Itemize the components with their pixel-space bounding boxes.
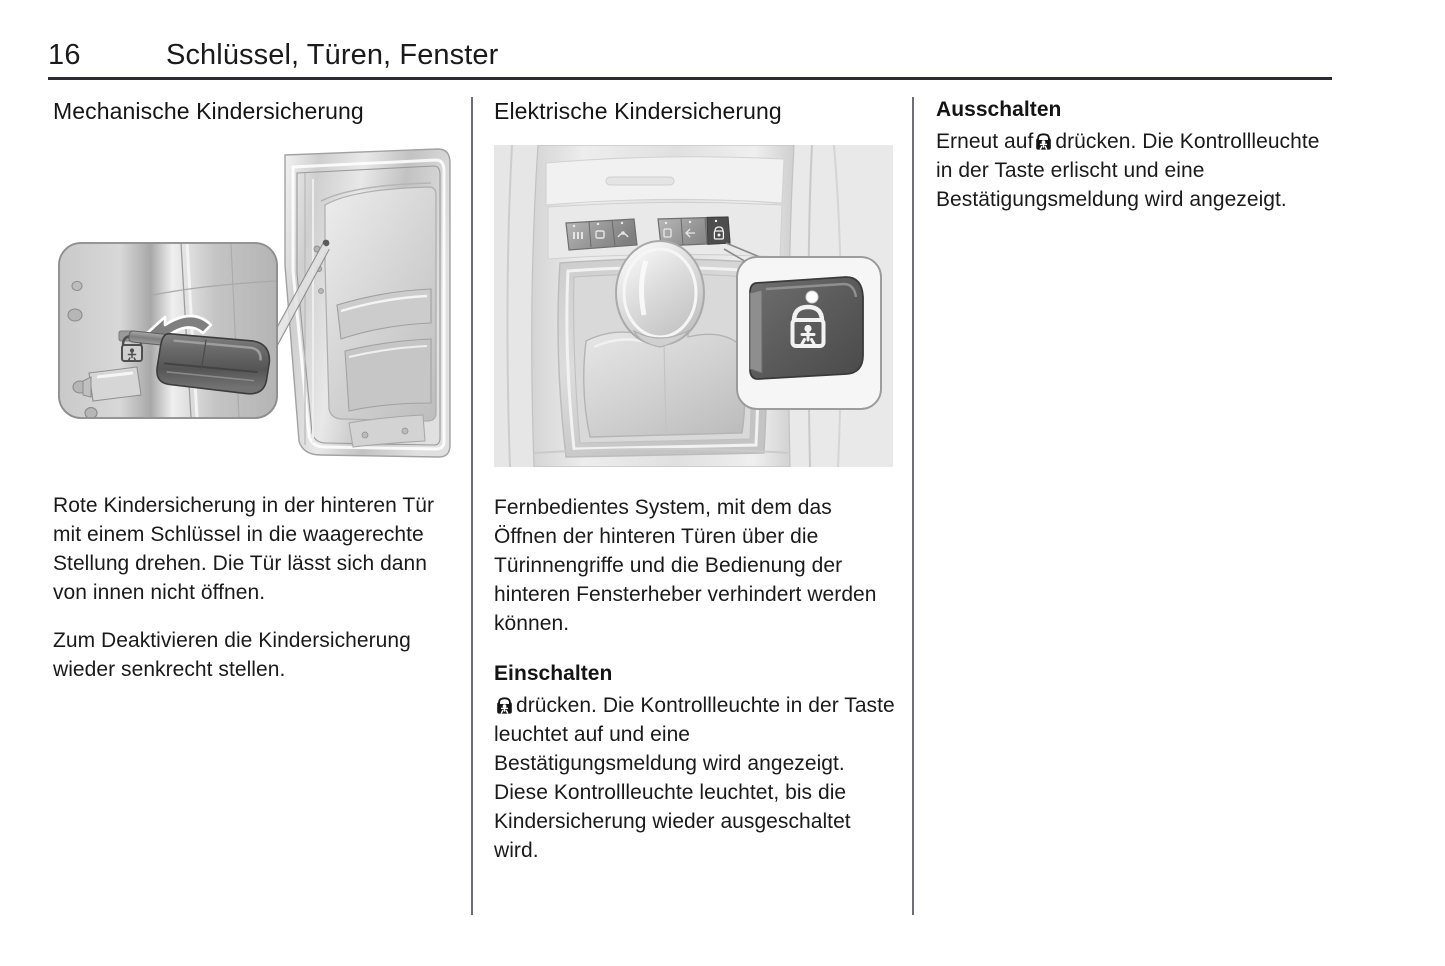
console-button-group-left: [566, 219, 637, 250]
page-title: Schlüssel, Türen, Fenster: [166, 39, 499, 71]
paragraph-einschalten-text: drücken. Die Kontrollleuchte in der Taste leuchtet auf und eine Bestätigungsmeldung wird angezeigt. Diese Kontrollleuchte leuchtet, bis die Kindersicherung wieder ausgeschaltet wird.: [494, 694, 895, 862]
paragraph-einschalten: [494, 691, 896, 865]
subheading-einschalten: Einschalten: [494, 662, 613, 685]
page-header: [48, 38, 1332, 82]
subheading-ausschalten: Ausschalten: [936, 98, 1062, 121]
child-lock-button-callout: [737, 257, 881, 409]
paragraph-mechanical-1: Rote Kindersicherung in der hinteren Tür mit einem Schlüssel in die waagerechte Stellung drehen. Die Tür lässt sich dann von innen nicht öffnen.: [53, 494, 434, 604]
column-one: [53, 97, 453, 684]
car-door-shape: [285, 149, 450, 457]
column-two: [494, 97, 896, 865]
section-heading-mechanical: Mechanische Kindersicherung: [53, 98, 364, 124]
paragraph-ausschalten-text-before: Erneut auf: [936, 130, 1034, 153]
child-lock-detail-callout: [59, 243, 277, 418]
page-number: 16: [48, 39, 81, 71]
child-lock-icon: [495, 695, 514, 715]
gear-shift-knob: [616, 241, 704, 347]
column-divider-2: [912, 97, 914, 915]
child-lock-icon: [1034, 131, 1053, 151]
paragraph-mechanical-2: Zum Deaktivieren die Kindersicherung wieder senkrecht stellen.: [53, 629, 411, 681]
rear-door-child-lock-illustration: [53, 145, 453, 465]
section-heading-electric: Elektrische Kindersicherung: [494, 98, 782, 124]
column-divider-1: [471, 97, 473, 915]
center-console-child-lock-button-illustration: [494, 145, 893, 467]
column-three: [936, 97, 1336, 214]
paragraph-ausschalten-text-after: drücken. Die Kontrollleuchte in der Taste erlischt und eine Bestätigungsmeldung wird angezeigt.: [936, 130, 1320, 211]
paragraph-ausschalten: [936, 127, 1336, 214]
header-rule: [48, 77, 1332, 80]
paragraph-electric-intro: Fernbedientes System, mit dem das Öffnen der hinteren Türen über die Türinnengriffe und die Bedienung der hinteren Fensterheber verhindert werden können.: [494, 496, 877, 635]
